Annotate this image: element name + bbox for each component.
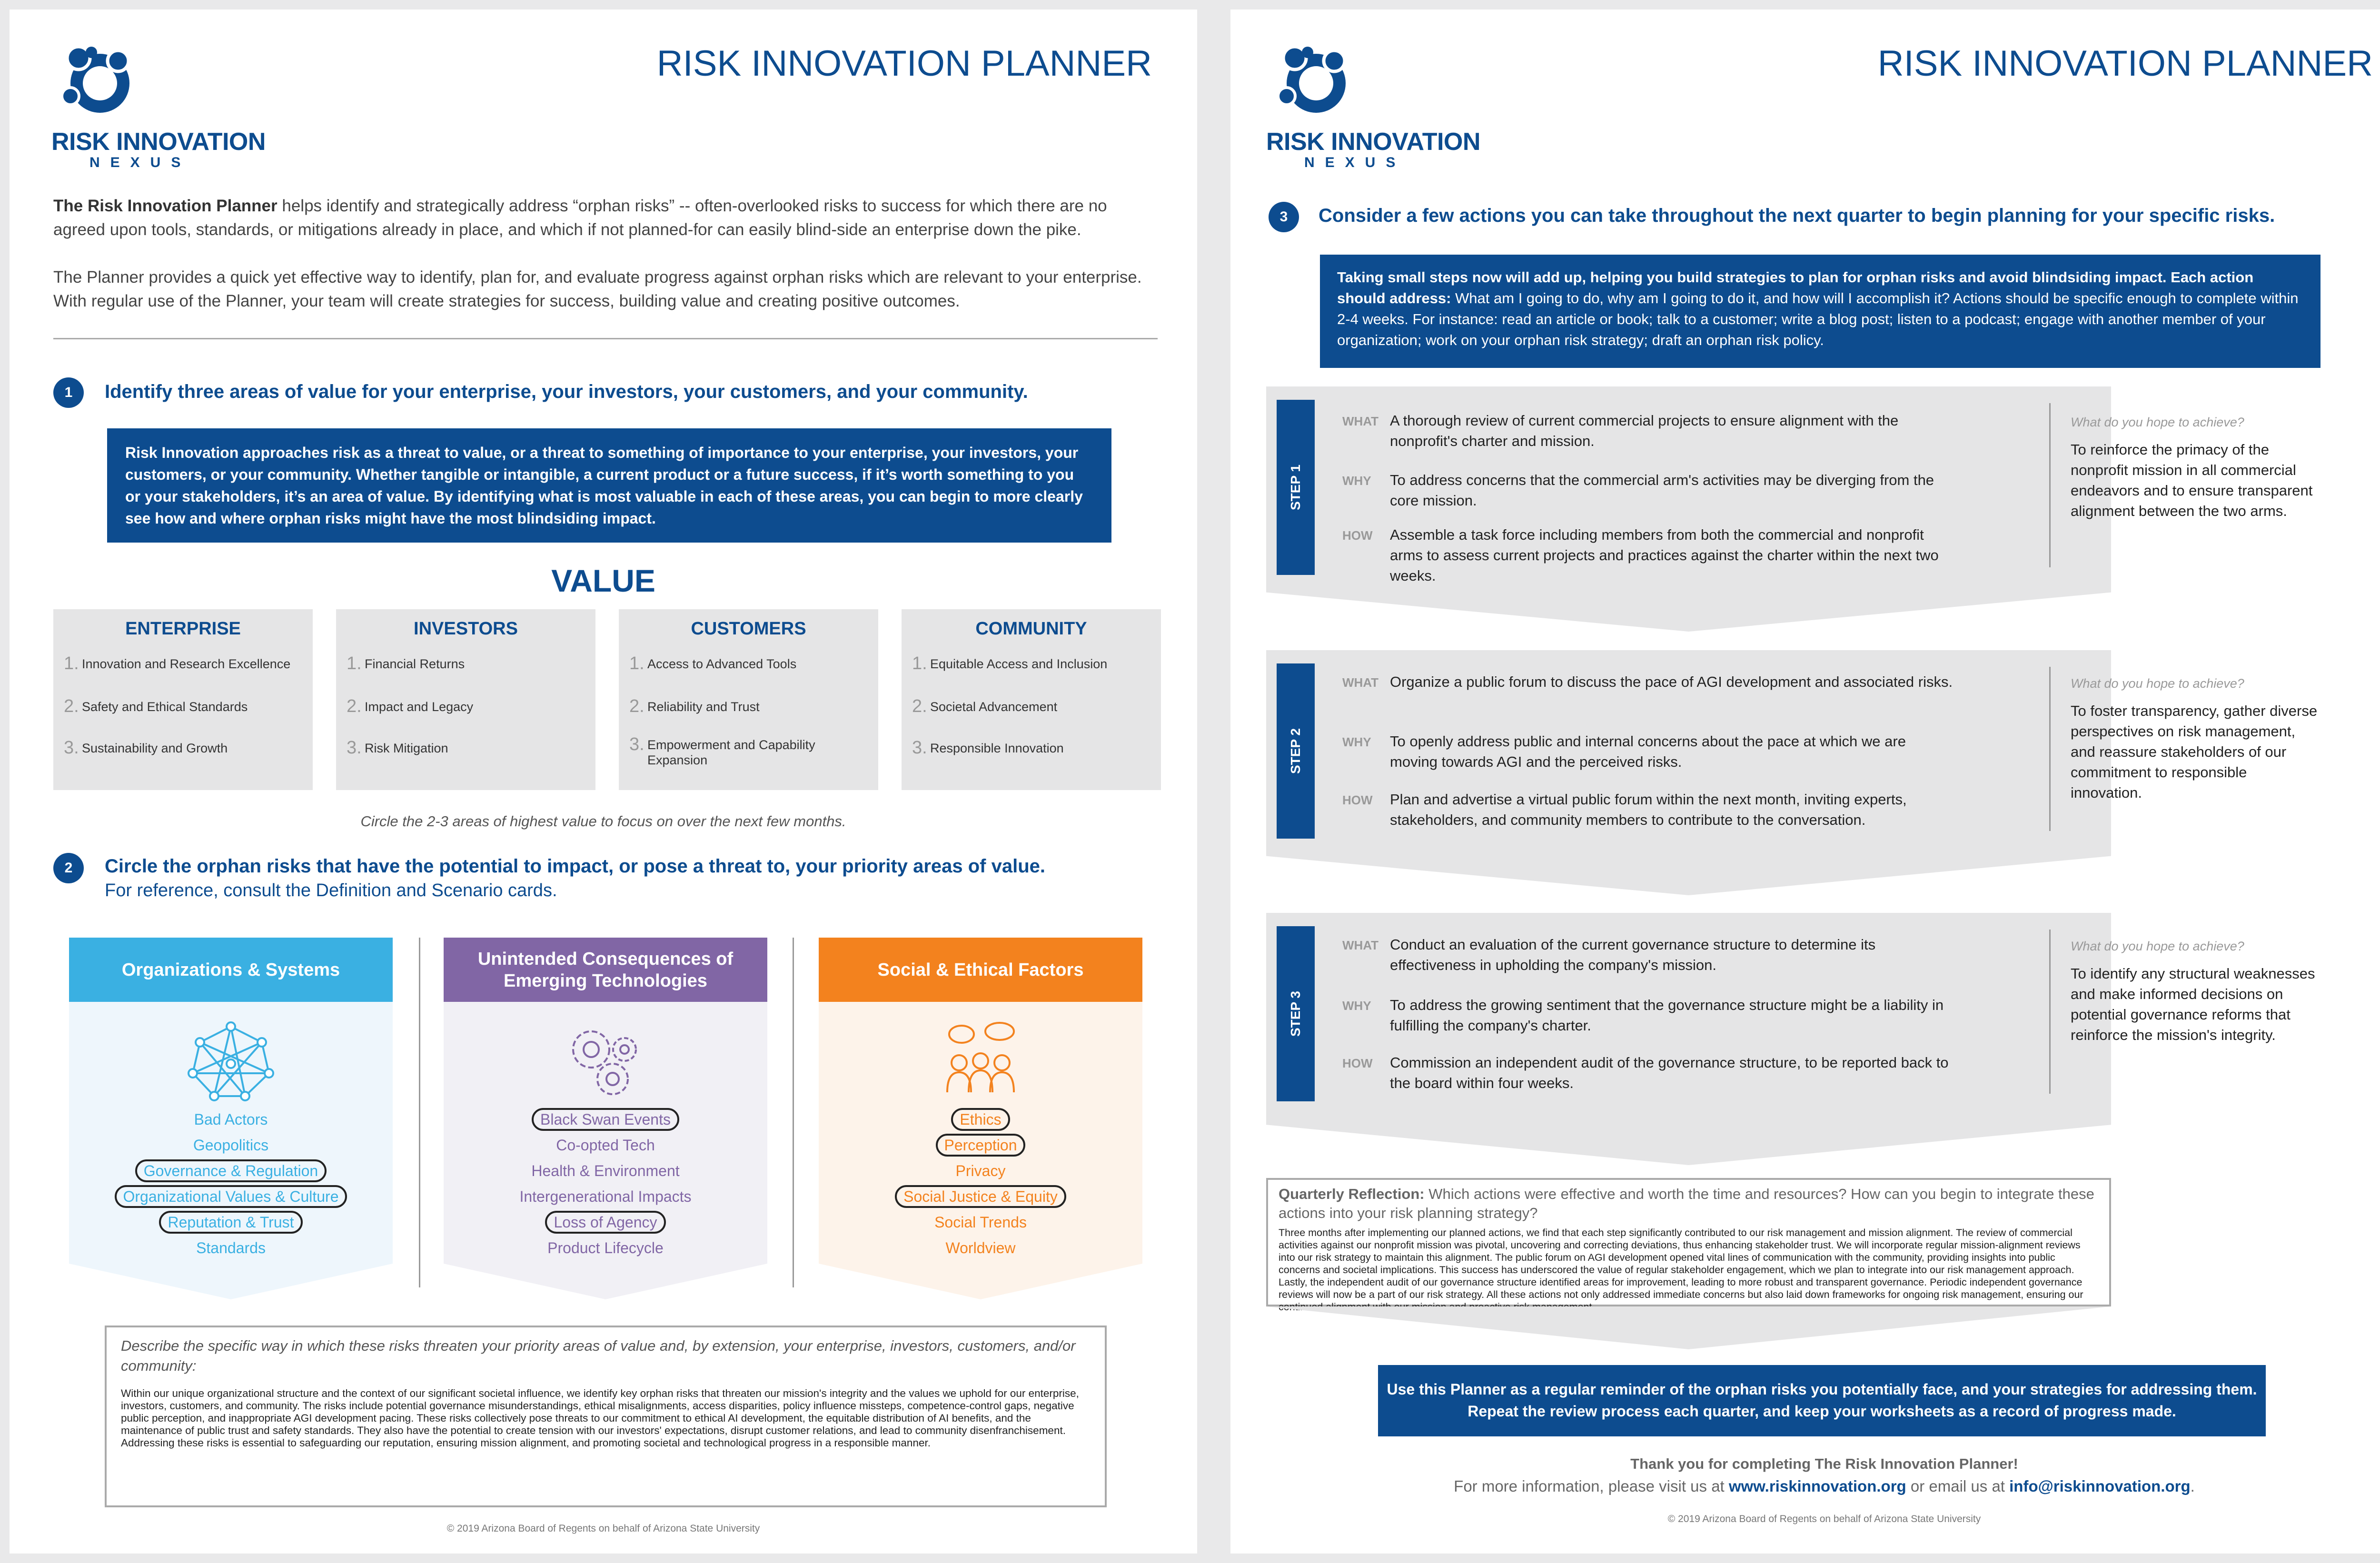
value-item[interactable] — [629, 654, 867, 673]
risk-item[interactable] — [444, 1158, 767, 1184]
value-column-title: CUSTOMERS — [691, 619, 806, 639]
what-text: Conduct an evaluation of the current governance structure to determine its effectiveness in upholding the company's mission. — [1390, 936, 1876, 973]
category-header: Social & Ethical Factors — [819, 938, 1142, 1002]
section-3-info-box — [1320, 255, 2320, 368]
how-label: HOW — [1342, 528, 1373, 543]
risk-label: Organizational Values & Culture — [115, 1185, 347, 1208]
what-label: WHAT — [1342, 414, 1379, 428]
value-item-text: Equitable Access and Inclusion — [930, 657, 1108, 671]
value-item[interactable] — [912, 697, 1150, 715]
achieve-block[interactable] — [2071, 676, 2318, 803]
why-row[interactable] — [1342, 470, 1956, 511]
value-item-text: Access to Advanced Tools — [647, 657, 797, 671]
value-item-number: 1. — [912, 653, 927, 673]
value-caption: Circle the 2-3 areas of highest value to focus on over the next few months. — [360, 813, 846, 830]
divider — [2049, 667, 2051, 831]
why-label: WHY — [1342, 999, 1371, 1013]
value-item-text: Impact and Legacy — [365, 700, 474, 714]
risk-item[interactable] — [69, 1132, 393, 1158]
divider — [793, 938, 794, 1287]
logo-subword: NEXUS — [1304, 155, 1406, 170]
risk-item-circled[interactable] — [69, 1158, 393, 1184]
risk-label: Intergenerational Impacts — [519, 1188, 692, 1205]
reflection-label: Quarterly Reflection: — [1279, 1186, 1425, 1202]
divider — [419, 938, 420, 1287]
network-icon — [183, 1021, 278, 1102]
reminder-box: Use this Planner as a regular reminder of the orphan risks you potentially face, and your strategies for addressing them. Repeat the review process each quarter, and keep your worksheets as a record of progress made. — [1378, 1365, 2266, 1436]
what-row[interactable] — [1342, 672, 1956, 692]
value-item-number: 3. — [912, 738, 927, 758]
value-item[interactable] — [629, 697, 867, 715]
contact-end: . — [2190, 1477, 2195, 1495]
risk-item-circled[interactable] — [69, 1209, 393, 1235]
category-organizations-systems — [69, 938, 393, 1299]
value-item-text: Societal Advancement — [930, 700, 1058, 714]
risk-label: Governance & Regulation — [135, 1159, 327, 1182]
value-item-number: 2. — [629, 696, 645, 716]
description-question: Describe the specific way in which these risks threaten your priority areas of value and, by extension, your enterprise, investors, customers, and/or community: — [121, 1337, 1076, 1374]
thanks-text: Thank you for completing The Risk Innovation Planner! — [1630, 1455, 2018, 1472]
copyright: © 2019 Arizona Board of Regents on behalf of Arizona State University — [1667, 1514, 1981, 1524]
value-item-number: 1. — [347, 653, 362, 673]
value-item[interactable] — [912, 654, 1150, 673]
step-label: STEP 1 — [1288, 465, 1303, 510]
info-box-text: What am I going to do, why am I going to do it, and how will I accomplish it? Actions should be specific enough to complete within 2-4 weeks. For instance: read an article or book; talk to a customer; write a blog post; listen to a podcast; engage with another member of your organization; work on your orphan risk strategy; draft an orphan risk policy. — [1337, 290, 2299, 348]
value-item-text: Responsible Innovation — [930, 741, 1064, 755]
value-item-text: Empowerment and Capability Expansion — [647, 738, 815, 767]
gears-icon — [558, 1021, 653, 1102]
risk-label: Social Trends — [934, 1214, 1027, 1231]
value-item-number: 2. — [64, 696, 79, 716]
risk-item[interactable] — [819, 1158, 1142, 1184]
value-item-text: Risk Mitigation — [365, 741, 448, 755]
value-item[interactable] — [64, 654, 302, 673]
what-text: A thorough review of current commercial projects to ensure alignment with the nonprofit's charter and mission. — [1390, 412, 1899, 449]
what-label: WHAT — [1342, 675, 1379, 690]
value-column-investors — [336, 609, 595, 790]
risk-label: Co-opted Tech — [556, 1137, 655, 1154]
risk-label: Worldview — [945, 1239, 1016, 1256]
section-number-1: 1 — [53, 377, 84, 408]
achieve-question: What do you hope to achieve? — [2071, 939, 2244, 953]
value-item-text: Innovation and Research Excellence — [82, 657, 291, 671]
value-title: VALUE — [551, 563, 655, 598]
risk-item-circled[interactable] — [819, 1107, 1142, 1132]
risk-list — [69, 1107, 393, 1261]
section-number-2: 2 — [53, 853, 84, 883]
value-item[interactable] — [347, 654, 585, 673]
value-item[interactable] — [64, 697, 302, 715]
value-column-customers — [619, 609, 878, 790]
value-item[interactable] — [347, 697, 585, 715]
how-row[interactable] — [1342, 524, 1956, 586]
reflection-question — [1279, 1185, 2099, 1223]
achieve-block[interactable] — [2071, 415, 2318, 521]
value-column-enterprise — [53, 609, 313, 790]
reflection-answer: Three months after implementing our planned actions, we find that each step significantly contributed to our risk management and mission alignment. The review of commercial activities against our nonprofit mission was pivotal, uncovering and correcting deviations, thus enhancing stakeholder trust. We will incorporate regular mission-alignment reviews into our risk strategy to maintain this alignment. The public forum on AGI development opened vital lines of communication with the community, providing insights into public concerns and societal implications. This success has underscored the value of regular stakeholder engagement, which we plan to integrate into our risk management approach. Lastly, the independent audit of our governance structure identified areas for improvement, leading to more robust and transparent governance. Periodic independent governance reviews will now be a part of our risk strategy. All these actions not only addressed immediate concerns but also laid down frameworks for ongoing risk management, ensuring our — [1279, 1227, 2083, 1300]
action-step-3 — [1266, 913, 2315, 1165]
risk-label: Product Lifecycle — [547, 1239, 664, 1256]
contact-line — [1230, 1477, 2380, 1495]
achieve-text: To identify any structural weaknesses and make informed decisions on potential governance reforms that reinforce the mission's integrity. — [2071, 965, 2315, 1043]
risk-item[interactable] — [819, 1235, 1142, 1261]
description-answer: Within our unique organizational structure and the context of our significant societal influence, we identify key orphan risks that threaten our mission's integrity and the values we uphold for our enterprise, investors, customers, and community. The risks include potential governance misunderstandings, ethical misalignments, access disparities, policy influence missteps, competence-control gaps, negative public perception, and inappropriate AGI development pacing. These risks collectively pose threats to our commitment to ethical AI development, the equitable distribution of AI benefits, and the maintenance of public trust and safety standards. They also have the potential to create tension with our investors' expectations, disrupt customer relations, and lead to community disenfranchisement. Addressing these risks is essential to safeguarding our reputation, ensuring mission alignment, and promoting societal and technological progress in a responsible manner. — [121, 1387, 1079, 1449]
logo-wordmark: RISK INNOVATION — [1266, 128, 1480, 156]
value-item[interactable] — [64, 739, 302, 757]
value-item-text: Safety and Ethical Standards — [82, 700, 248, 714]
info-box-bold: Taking small steps now will add up, helping you build strategies to plan for orphan risks and avoid blindsiding impact. Each action should address: — [1337, 269, 2254, 307]
value-column-title: INVESTORS — [414, 619, 518, 639]
risk-label: Social Justice & Equity — [895, 1185, 1066, 1208]
risk-item[interactable] — [69, 1235, 393, 1261]
page-1 — [10, 10, 1197, 1553]
risk-label: Standards — [196, 1239, 266, 1256]
quarterly-reflection-box[interactable] — [1266, 1178, 2111, 1306]
step-label: STEP 2 — [1288, 728, 1303, 774]
risk-label: Loss of Agency — [545, 1211, 665, 1234]
risk-item[interactable] — [444, 1132, 767, 1158]
risk-innovation-logo-icon — [1269, 43, 1357, 114]
risk-item-circled[interactable] — [819, 1184, 1142, 1209]
why-label: WHY — [1342, 735, 1371, 749]
what-row[interactable] — [1342, 934, 1956, 975]
value-item-number: 1. — [64, 653, 79, 673]
copyright: © 2019 Arizona Board of Regents on behalf of Arizona State University — [446, 1523, 760, 1534]
risk-item-circled[interactable] — [69, 1184, 393, 1209]
how-row[interactable] — [1342, 789, 1956, 830]
value-column-title: ENTERPRISE — [125, 619, 241, 639]
risk-label: Perception — [936, 1134, 1026, 1157]
contact-prefix: For more information, please visit us at — [1454, 1477, 1729, 1495]
section-2-subheading: For reference, consult the Definition and Scenario cards. — [105, 880, 557, 900]
value-item-number: 3. — [629, 734, 645, 754]
step-tab — [1277, 663, 1315, 839]
value-item-text: Sustainability and Growth — [82, 741, 228, 755]
action-step-1 — [1266, 386, 2313, 632]
category-social-ethical — [819, 938, 1142, 1299]
page-title: RISK INNOVATION PLANNER — [1877, 43, 2373, 84]
risk-list — [819, 1107, 1142, 1261]
risk-label: Bad Actors — [194, 1111, 268, 1128]
value-item-number: 3. — [347, 738, 362, 758]
people-talking-icon — [933, 1021, 1028, 1102]
risk-item-circled[interactable] — [444, 1209, 767, 1235]
reflection-question-text: Which actions were effective and worth the time and resources? How can you begin to integrate these actions into your risk planning strategy? — [1279, 1186, 2094, 1221]
section-1-info-box: Risk Innovation approaches risk as a threat to value, or a threat to something of importance to your enterprise, your investors, your customers, or your community. Whether tangible or intangible, a current product or a future success, if it’s worth something to you or your stakeholders, it’s an area of value. By identifying what is most valuable in each of these areas, you can begin to more clearly see how and where orphan risks might have the most blindsiding impact. — [107, 428, 1111, 543]
intro-bold: The Risk Innovation Planner — [53, 197, 278, 215]
what-row[interactable] — [1342, 410, 1956, 451]
why-row[interactable] — [1342, 995, 1956, 1036]
email-link[interactable]: info@riskinnovation.org — [2009, 1477, 2191, 1495]
why-row[interactable] — [1342, 731, 1956, 772]
achieve-text: To foster transparency, gather diverse perspectives on risk management, and reassure stakeholders of our commitment to responsible innovation. — [2071, 702, 2318, 801]
risk-item[interactable] — [444, 1235, 767, 1261]
step-tab — [1277, 400, 1315, 575]
risk-label: Privacy — [955, 1162, 1006, 1179]
how-text: Assemble a task force including members from both the commercial and nonprofit arms to assess current projects and practices against the charter within the next two weeks. — [1390, 526, 1939, 584]
value-item-text: Financial Returns — [365, 657, 465, 671]
page-title: RISK INNOVATION PLANNER — [656, 43, 1152, 84]
step-tab — [1277, 926, 1315, 1101]
logo-wordmark: RISK INNOVATION — [51, 128, 266, 156]
risk-item[interactable] — [69, 1107, 393, 1132]
divider — [2049, 930, 2051, 1094]
risk-innovation-logo-icon — [52, 43, 140, 114]
what-text: Organize a public forum to discuss the pace of AGI development and associated risks. — [1390, 673, 1953, 690]
risk-item-circled[interactable] — [444, 1107, 767, 1132]
intro-paragraph — [53, 194, 1158, 242]
category-header: Organizations & Systems — [69, 938, 393, 1002]
value-item-number: 2. — [347, 696, 362, 716]
why-label: WHY — [1342, 474, 1371, 488]
achieve-question: What do you hope to achieve? — [2071, 676, 2244, 691]
how-row[interactable] — [1342, 1052, 1956, 1093]
risk-description-box[interactable] — [105, 1326, 1107, 1507]
how-label: HOW — [1342, 793, 1373, 807]
logo-subword: NEXUS — [89, 155, 191, 170]
section-3-heading: Consider a few actions you can take throughout the next quarter to begin planning for your specific risks. — [1319, 205, 2275, 226]
risk-label: Geopolitics — [193, 1137, 269, 1154]
why-text: To address concerns that the commercial arm's activities may be diverging from the core mission. — [1390, 472, 1934, 509]
why-text: To openly address public and internal concerns about the pace at which we are moving towards AGI and the perceived risks. — [1390, 733, 1906, 770]
risk-label: Ethics — [951, 1108, 1010, 1131]
how-text: Commission an independent audit of the governance structure, to be reported back to the board within four weeks. — [1390, 1054, 1949, 1091]
risk-label: Black Swan Events — [532, 1108, 679, 1131]
action-step-2 — [1266, 650, 2318, 895]
how-text: Plan and advertise a virtual public forum within the next month, inviting experts, stakeholders, and community members to contribute to the conversation. — [1390, 791, 1907, 828]
risk-item-circled[interactable] — [819, 1132, 1142, 1158]
divider — [53, 338, 1158, 339]
value-item-number: 3. — [64, 738, 79, 758]
achieve-block[interactable] — [2071, 939, 2318, 1045]
intro-text: helps identify and strategically address “orphan risks” -- often-overlooked risks to success for which there are no agreed upon tools, standards, or mitigations already in place, and which if not planned-for can easily blind-side an enterprise down the pike. — [53, 197, 1107, 239]
what-label: WHAT — [1342, 938, 1379, 952]
value-item[interactable] — [629, 735, 867, 768]
how-label: HOW — [1342, 1056, 1373, 1070]
value-item[interactable] — [912, 739, 1150, 757]
value-column-community — [902, 609, 1161, 790]
divider — [2049, 403, 2051, 567]
achieve-question: What do you hope to achieve? — [2071, 415, 2244, 429]
contact-middle: or email us at — [1906, 1477, 2010, 1495]
value-item[interactable] — [347, 739, 585, 757]
value-item-number: 2. — [912, 696, 927, 716]
step-label: STEP 3 — [1288, 991, 1303, 1037]
value-item-text: Reliability and Trust — [647, 700, 760, 714]
section-2-heading: Circle the orphan risks that have the potential to impact, or pose a threat to, your priority areas of value. — [105, 856, 1046, 877]
value-item-number: 1. — [629, 653, 645, 673]
risk-item[interactable] — [444, 1184, 767, 1209]
intro-paragraph-2: The Planner provides a quick yet effective way to identify, plan for, and evaluate progress against orphan risks which are relevant to your enterprise. With regular use of the Planner, your team will create strategies for success, building value and creating positive outcomes. — [53, 268, 1142, 310]
value-column-title: COMMUNITY — [975, 619, 1087, 639]
risk-list — [444, 1107, 767, 1261]
risk-item[interactable] — [819, 1209, 1142, 1235]
why-text: To address the growing sentiment that the governance structure might be a liability in fulfilling the company's charter. — [1390, 997, 1944, 1034]
category-header: Unintended Consequences of Emerging Technologies — [444, 938, 767, 1002]
achieve-text: To reinforce the primacy of the nonprofit mission in all commercial endeavors and to ensure transparent alignment between the two arms. — [2071, 441, 2313, 519]
section-1-heading: Identify three areas of value for your enterprise, your investors, your customers, and your community. — [105, 381, 1028, 402]
category-emerging-technologies — [444, 938, 767, 1299]
risk-label: Health & Environment — [531, 1162, 680, 1179]
section-number-3: 3 — [1269, 202, 1299, 232]
risk-label: Reputation & Trust — [159, 1211, 302, 1234]
website-link[interactable]: www.riskinnovation.org — [1728, 1477, 1906, 1495]
